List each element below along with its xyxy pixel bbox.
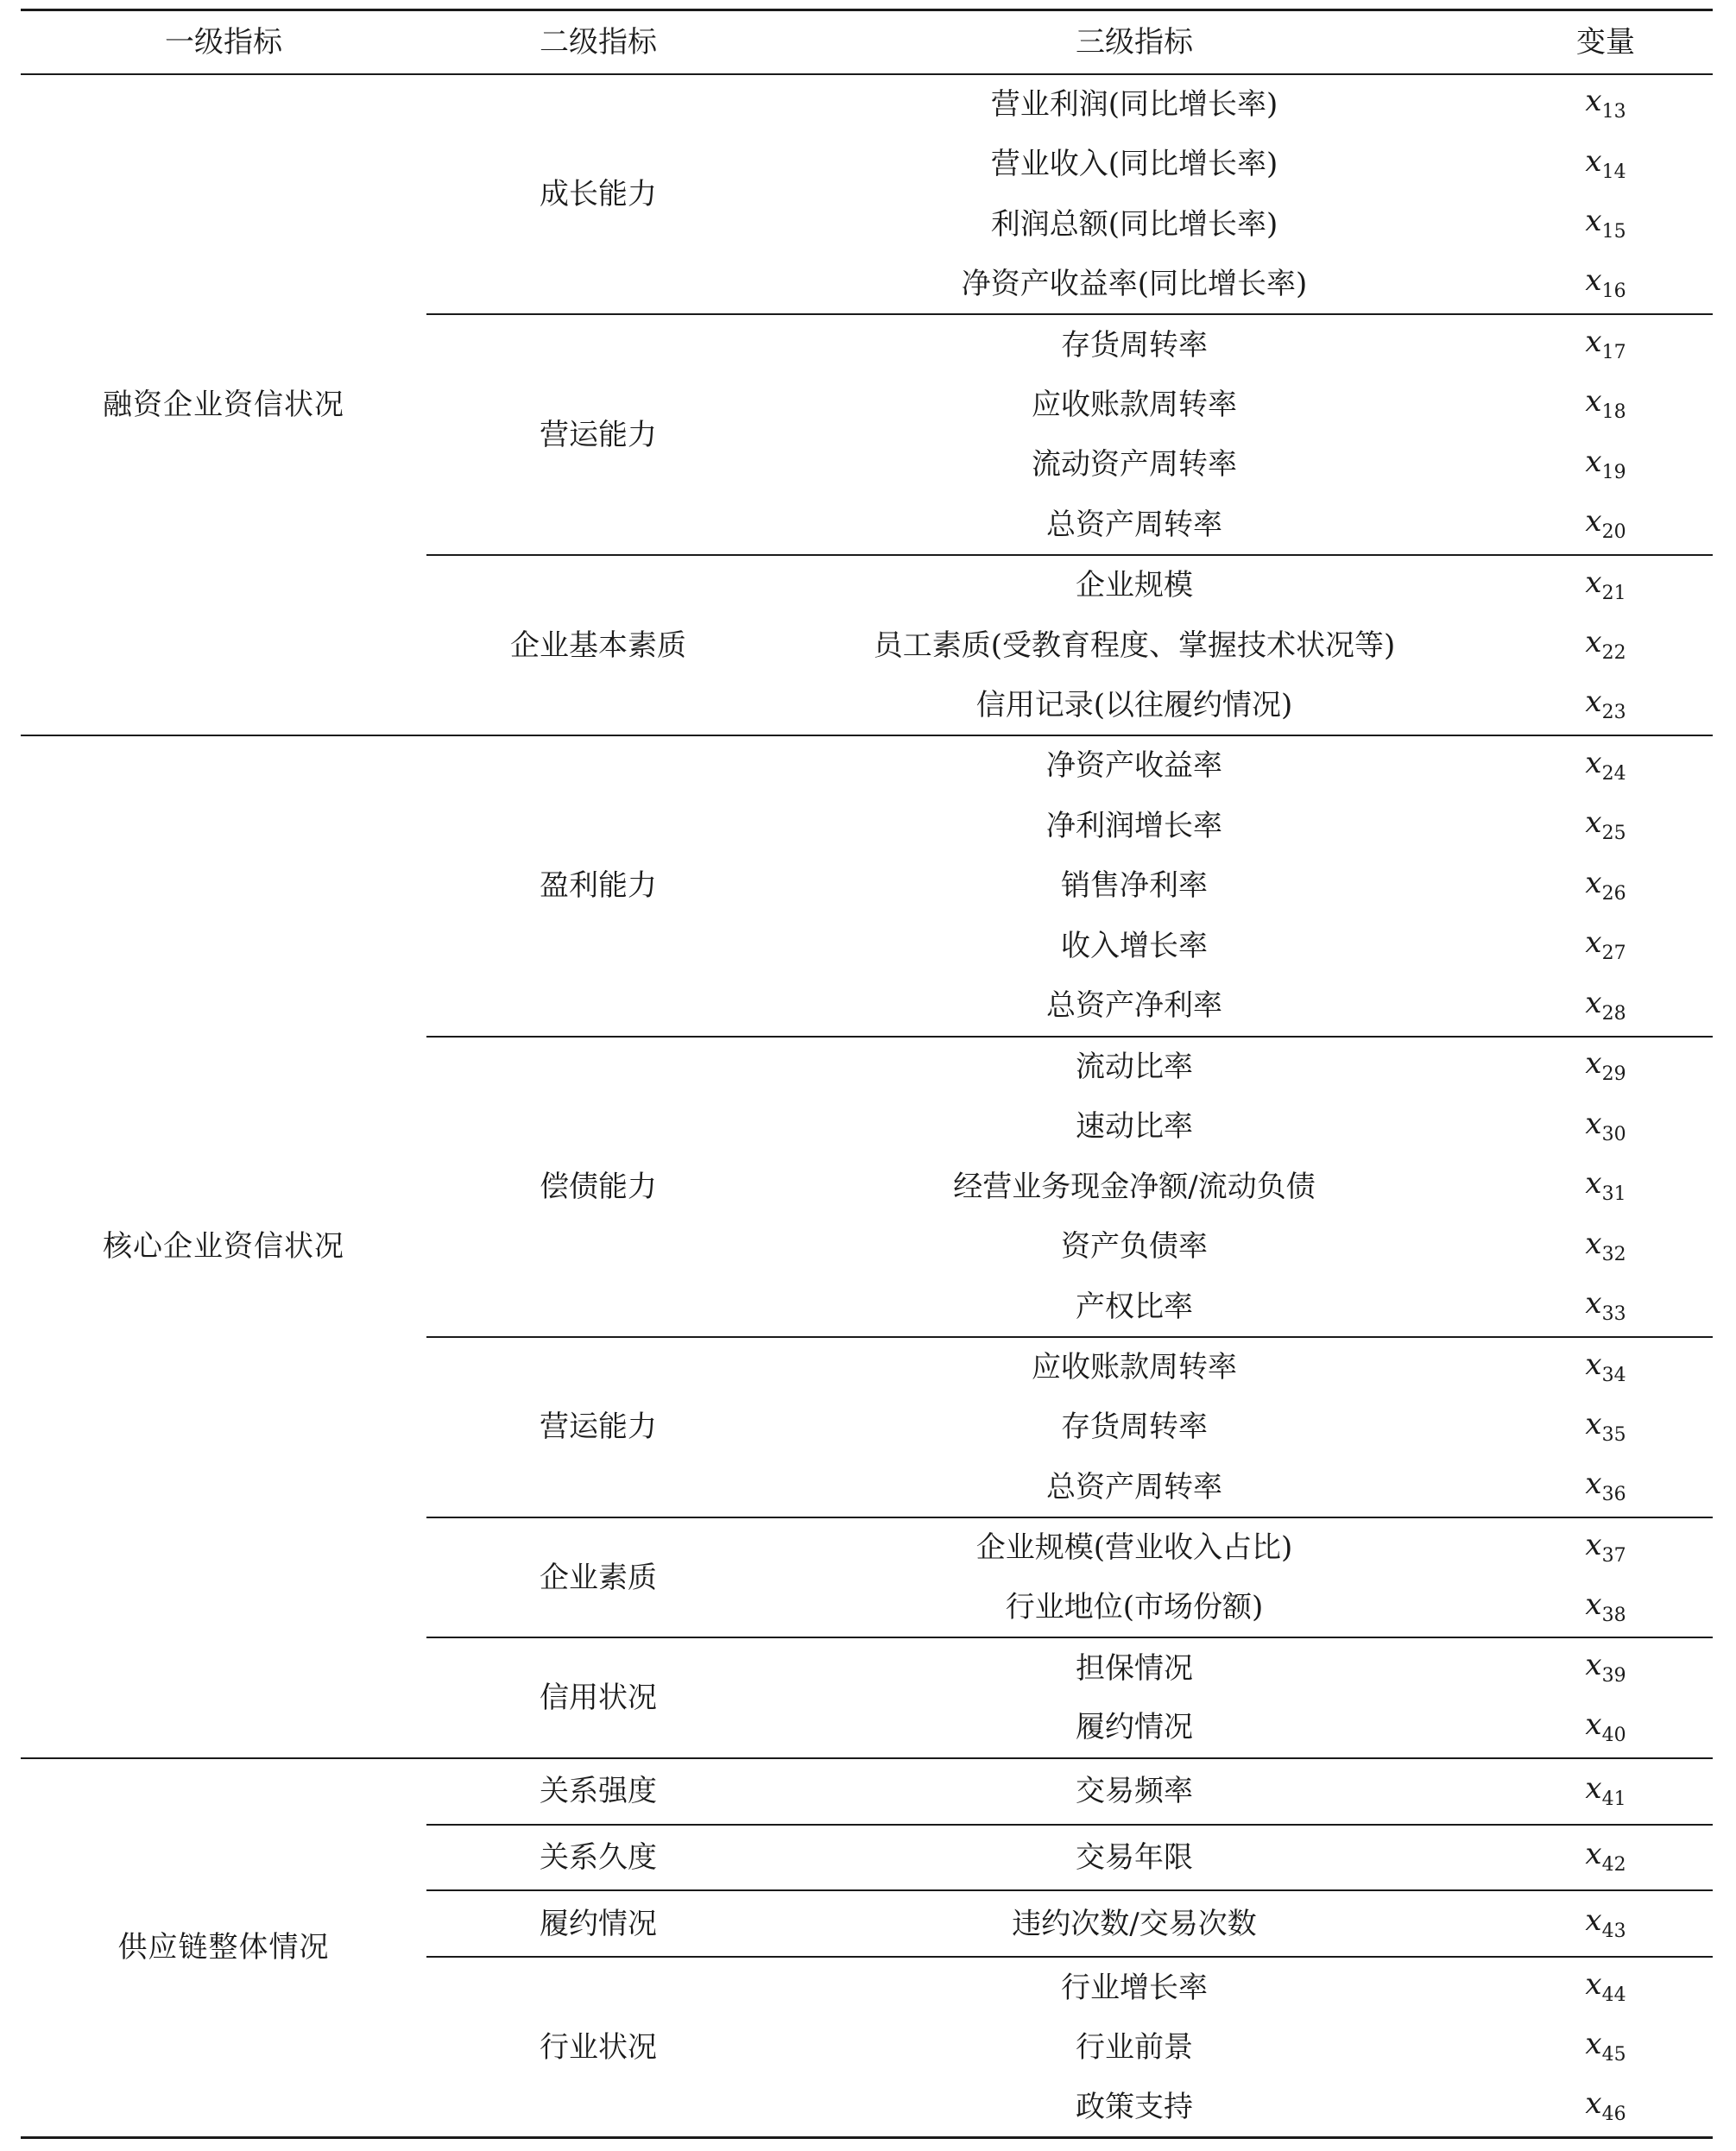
level2-indicator: 企业基本素质: [426, 555, 770, 735]
level3-indicator: 营业利润(同比增长率): [990, 86, 1278, 122]
variable-symbol: [1585, 1586, 1626, 1626]
level3-indicator: 应收账款周转率: [770, 1337, 1499, 1397]
variable-cell: [1499, 1578, 1713, 1638]
header-row: [21, 10, 1713, 74]
level3-indicator: 存货周转率: [1061, 1410, 1208, 1445]
variable-symbol: [1585, 1770, 1626, 1810]
variable-symbol: [1585, 1286, 1626, 1326]
variable-letter: x: [1585, 2027, 1602, 2062]
variable-symbol: [1585, 2027, 1626, 2066]
level2-indicator: 偿债能力: [426, 1037, 770, 1337]
variable-cell: [1499, 1758, 1713, 1825]
level3-indicator: 行业前景: [1076, 2029, 1193, 2065]
level2-indicator: 成长能力: [540, 176, 657, 211]
variable-cell: [1499, 194, 1713, 255]
variable-index: 37: [1601, 1544, 1626, 1567]
variable-letter: x: [1585, 985, 1602, 1020]
variable-letter: x: [1585, 143, 1602, 179]
level1-indicator: 供应链整体情况: [21, 1758, 426, 2138]
variable-letter: x: [1585, 263, 1602, 299]
level2-indicator: 盈利能力: [426, 735, 770, 1036]
variable-symbol: [1585, 1837, 1626, 1877]
level2-indicator: 信用状况: [426, 1637, 770, 1757]
level3-indicator: 经营业务现金净额/流动负债: [953, 1169, 1316, 1204]
level2-indicator: 营运能力: [426, 314, 770, 555]
variable-cell: [1499, 976, 1713, 1037]
variable-index: 43: [1601, 1921, 1626, 1943]
header-level1: 一级指标: [21, 10, 426, 74]
level3-indicator: 总资产净利率: [1046, 988, 1222, 1024]
header-level3: 三级指标: [770, 10, 1499, 74]
level3-indicator: 履约情况: [1076, 1710, 1193, 1745]
level3-indicator: 净资产收益率: [770, 735, 1499, 796]
level3-indicator: 销售净利率: [1061, 868, 1208, 904]
variable-cell: [1499, 1037, 1713, 1097]
variable-letter: x: [1585, 2086, 1602, 2122]
variable-index: 42: [1601, 1854, 1626, 1877]
indicator-table: [21, 9, 1713, 2139]
variable-index: 30: [1601, 1123, 1626, 1145]
variable-index: 27: [1601, 943, 1626, 965]
variable-cell: [1499, 314, 1713, 375]
variable-symbol: [1585, 805, 1626, 845]
variable-index: 45: [1601, 2044, 1626, 2066]
variable-letter: x: [1585, 504, 1602, 539]
level3-indicator: 应收账款周转率: [1032, 387, 1237, 422]
variable-letter: x: [1585, 1467, 1602, 1502]
level3-indicator: 违约次数/交易次数: [770, 1890, 1499, 1957]
variable-index: 46: [1601, 2104, 1626, 2126]
variable-symbol: [1585, 325, 1626, 364]
variable-cell: [1499, 1277, 1713, 1337]
variable-symbol: [1585, 1903, 1626, 1943]
variable-letter: x: [1585, 1406, 1602, 1441]
variable-symbol: [1585, 384, 1626, 424]
level3-indicator: 员工素质(受教育程度、掌握技术状况等): [873, 628, 1396, 663]
variable-symbol: [1585, 1467, 1626, 1506]
variable-symbol: [1585, 504, 1626, 544]
variable-cell: [1499, 1957, 1713, 2017]
table-row: [21, 735, 1713, 796]
level3-indicator: 企业规模(营业收入占比): [770, 1517, 1499, 1578]
level3-indicator: 担保情况: [770, 1637, 1499, 1698]
variable-letter: x: [1585, 1286, 1602, 1322]
level3-indicator: 营业收入(同比增长率): [990, 147, 1278, 182]
variable-symbol: [1585, 1166, 1626, 1206]
variable-symbol: [1585, 1046, 1626, 1086]
variable-letter: x: [1585, 1967, 1602, 2003]
variable-cell: [1499, 1397, 1713, 1458]
variable-index: 33: [1601, 1303, 1626, 1326]
level2-indicator: 营运能力: [426, 1337, 770, 1517]
variable-letter: x: [1585, 865, 1602, 900]
level3-indicator: 净资产收益率(同比增长率): [961, 266, 1308, 301]
variable-symbol: [1585, 684, 1626, 724]
variable-cell: [1499, 1217, 1713, 1277]
variable-cell: [1499, 1825, 1713, 1891]
variable-letter: x: [1585, 1226, 1602, 1261]
variable-letter: x: [1585, 1166, 1602, 1202]
header-level2: 二级指标: [426, 10, 770, 74]
variable-index: 31: [1601, 1183, 1626, 1206]
level2-indicator: 关系久度: [426, 1825, 770, 1891]
variable-index: 41: [1601, 1788, 1626, 1810]
variable-letter: x: [1585, 1770, 1602, 1806]
variable-index: 38: [1601, 1604, 1626, 1626]
variable-index: 13: [1601, 101, 1626, 123]
table-row: [21, 1758, 1713, 1825]
variable-index: 44: [1601, 1984, 1626, 2007]
variable-symbol: [1585, 1406, 1626, 1446]
variable-index: 35: [1601, 1423, 1626, 1446]
variable-letter: x: [1585, 444, 1602, 479]
level2-indicator: 履约情况: [426, 1890, 770, 1957]
variable-symbol: [1585, 204, 1626, 243]
variable-index: 18: [1601, 401, 1626, 424]
variable-index: 39: [1601, 1665, 1626, 1687]
variable-index: 15: [1601, 221, 1626, 243]
level3-indicator: 信用记录(以往履约情况): [975, 687, 1293, 722]
variable-cell: [1499, 255, 1713, 315]
level3-indicator: 净利润增长率: [1046, 808, 1222, 843]
variable-letter: x: [1585, 625, 1602, 660]
variable-cell: [1499, 1637, 1713, 1698]
variable-cell: [1499, 855, 1713, 916]
variable-cell: [1499, 2078, 1713, 2138]
variable-cell: [1499, 1337, 1713, 1397]
variable-cell: [1499, 735, 1713, 796]
variable-index: 32: [1601, 1243, 1626, 1265]
variable-cell: [1499, 74, 1713, 135]
variable-symbol: [1585, 1527, 1626, 1567]
level3-indicator: 流动资产周转率: [1032, 447, 1237, 483]
variable-letter: x: [1585, 1106, 1602, 1141]
variable-symbol: [1585, 444, 1626, 483]
variable-symbol: [1585, 865, 1626, 905]
level2-indicator: 行业状况: [426, 1957, 770, 2137]
level1-indicator: 核心企业资信状况: [21, 735, 426, 1758]
variable-letter: x: [1585, 1903, 1602, 1939]
table-row: [21, 74, 1713, 135]
level3-indicator: 资产负债率: [1061, 1229, 1208, 1265]
variable-cell: [1499, 1096, 1713, 1157]
level3-indicator: 总资产周转率: [1046, 1469, 1222, 1504]
variable-index: 26: [1601, 882, 1626, 905]
variable-letter: x: [1585, 684, 1602, 720]
variable-index: 29: [1601, 1063, 1626, 1086]
level3-indicator: 利润总额(同比增长率): [990, 206, 1278, 242]
level3-indicator: 总资产周转率: [1046, 507, 1222, 542]
variable-symbol: [1585, 1106, 1626, 1145]
variable-symbol: [1585, 985, 1626, 1025]
variable-cell: [1499, 1890, 1713, 1957]
variable-symbol: [1585, 143, 1626, 183]
variable-index: 21: [1601, 582, 1626, 604]
variable-index: 17: [1601, 342, 1626, 364]
level3-indicator: 产权比率: [1076, 1289, 1193, 1324]
variable-index: 36: [1601, 1484, 1626, 1506]
level3-indicator: 交易频率: [770, 1758, 1499, 1825]
variable-index: 28: [1601, 1002, 1626, 1025]
variable-symbol: [1585, 565, 1626, 604]
variable-letter: x: [1585, 745, 1602, 780]
level3-indicator: 收入增长率: [1061, 928, 1208, 963]
level3-indicator: 存货周转率: [770, 314, 1499, 375]
variable-letter: x: [1585, 325, 1602, 360]
variable-letter: x: [1585, 925, 1602, 961]
variable-index: 25: [1601, 823, 1626, 845]
variable-letter: x: [1585, 1347, 1602, 1382]
variable-index: 23: [1601, 702, 1626, 724]
variable-symbol: [1585, 263, 1626, 303]
variable-cell: [1499, 2017, 1713, 2078]
variable-symbol: [1585, 1706, 1626, 1746]
variable-letter: x: [1585, 384, 1602, 419]
level3-indicator: 速动比率: [1076, 1109, 1193, 1145]
variable-cell: [1499, 1517, 1713, 1578]
variable-letter: x: [1585, 84, 1602, 119]
level3-indicator: 流动比率: [770, 1037, 1499, 1097]
table-body: [21, 74, 1713, 2138]
variable-index: 14: [1601, 161, 1626, 183]
variable-symbol: [1585, 1967, 1626, 2007]
variable-cell: [1499, 1457, 1713, 1517]
variable-index: 40: [1601, 1724, 1626, 1746]
level3-indicator: 行业增长率: [770, 1957, 1499, 2017]
variable-letter: x: [1585, 1586, 1602, 1622]
variable-cell: [1499, 134, 1713, 194]
variable-symbol: [1585, 84, 1626, 123]
variable-cell: [1499, 916, 1713, 976]
level3-indicator: 政策支持: [1076, 2089, 1193, 2124]
variable-cell: [1499, 435, 1713, 495]
variable-cell: [1499, 375, 1713, 435]
level2-indicator: 企业素质: [426, 1517, 770, 1637]
level3-indicator: 行业地位(市场份额): [1005, 1590, 1264, 1625]
variable-letter: x: [1585, 204, 1602, 239]
variable-symbol: [1585, 1226, 1626, 1265]
variable-letter: x: [1585, 1046, 1602, 1082]
variable-symbol: [1585, 1347, 1626, 1386]
variable-letter: x: [1585, 1648, 1602, 1683]
variable-index: 19: [1601, 461, 1626, 483]
variable-letter: x: [1585, 805, 1602, 841]
variable-cell: [1499, 1698, 1713, 1758]
indicator-table-container: [21, 9, 1713, 2139]
variable-letter: x: [1585, 1706, 1602, 1742]
variable-index: 24: [1601, 762, 1626, 785]
variable-index: 22: [1601, 642, 1626, 665]
level2-indicator: 关系强度: [426, 1758, 770, 1825]
variable-symbol: [1585, 745, 1626, 785]
variable-symbol: [1585, 625, 1626, 665]
variable-letter: x: [1585, 565, 1602, 600]
variable-letter: x: [1585, 1527, 1602, 1562]
variable-cell: [1499, 615, 1713, 676]
variable-symbol: [1585, 925, 1626, 965]
header-variable: 变量: [1499, 10, 1713, 74]
variable-symbol: [1585, 1648, 1626, 1687]
variable-index: 16: [1601, 281, 1626, 303]
variable-symbol: [1585, 2086, 1626, 2126]
level1-indicator: 融资企业资信状况: [103, 387, 344, 422]
level3-indicator: 企业规模: [770, 555, 1499, 615]
variable-index: 20: [1601, 521, 1626, 544]
variable-cell: [1499, 675, 1713, 735]
variable-cell: [1499, 555, 1713, 615]
variable-cell: [1499, 495, 1713, 555]
level3-indicator: 交易年限: [770, 1825, 1499, 1891]
variable-index: 34: [1601, 1364, 1626, 1386]
variable-cell: [1499, 1157, 1713, 1217]
variable-letter: x: [1585, 1837, 1602, 1872]
variable-cell: [1499, 796, 1713, 856]
